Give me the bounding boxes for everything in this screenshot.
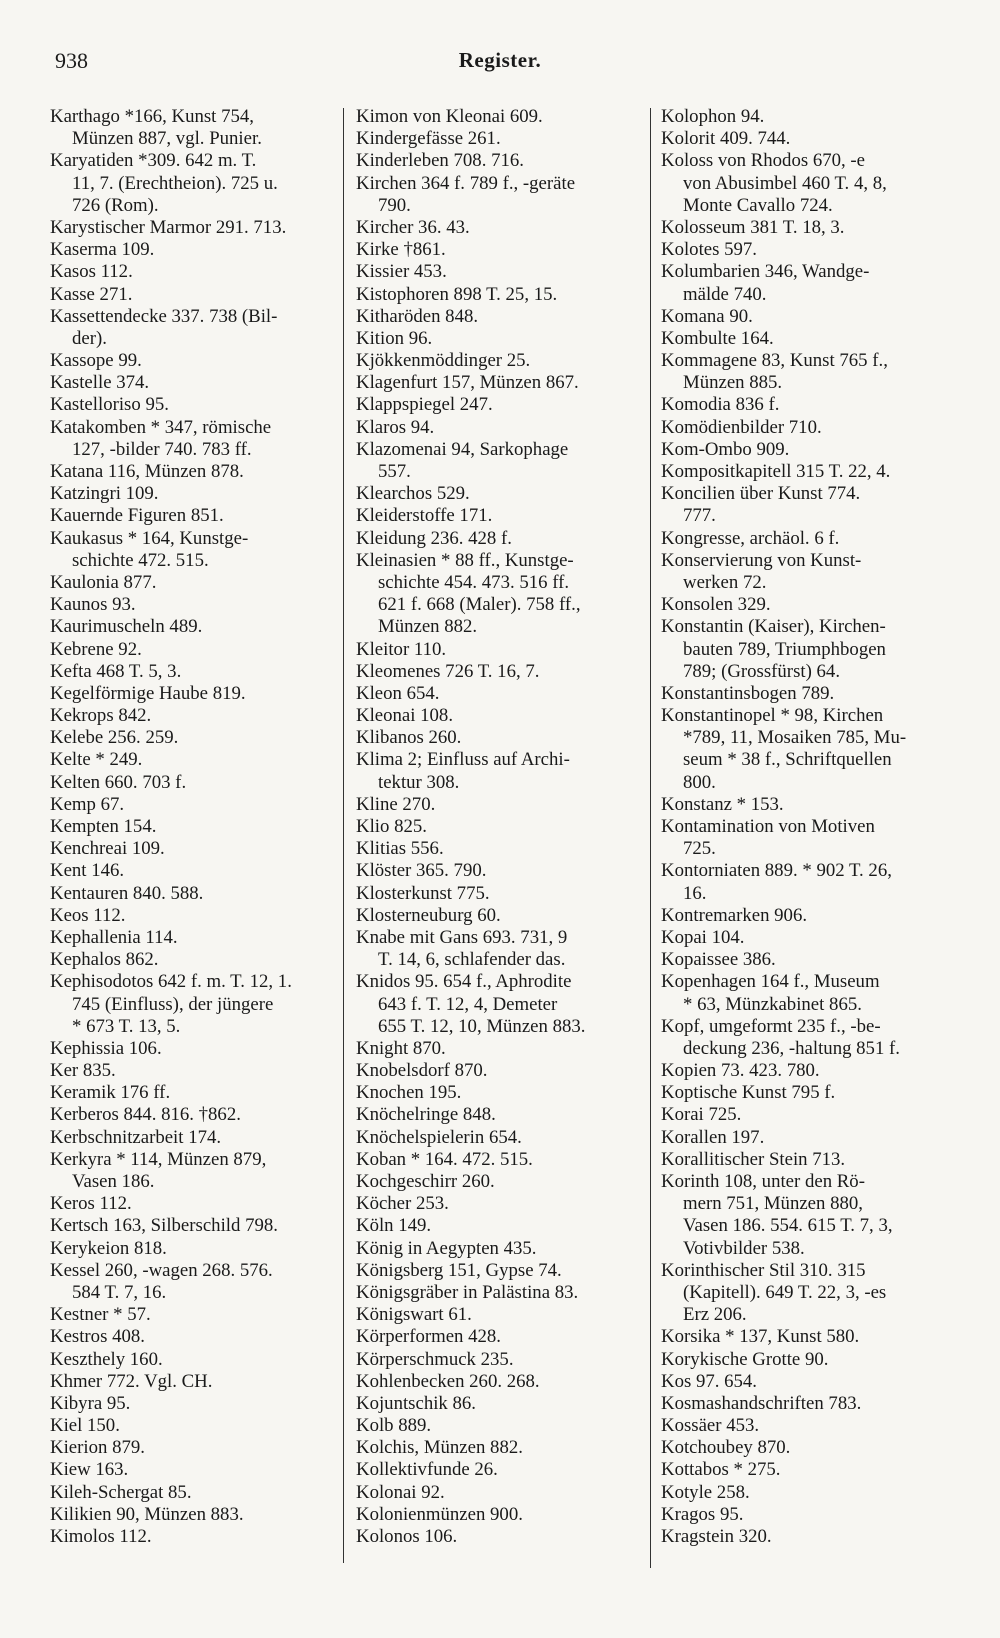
index-entry-continuation: 127, -bilder 740. 783 ff. <box>72 438 252 460</box>
index-entry: Kissier 453. <box>356 261 447 283</box>
index-entry: Knöchelringe 848. <box>356 1104 496 1126</box>
index-entry: Kerkyra * 114, Münzen 879, <box>50 1148 267 1170</box>
index-entry: Kos 97. 654. <box>661 1370 757 1392</box>
index-entry: Kindergefässe 261. <box>356 128 501 150</box>
index-entry: Kirke †861. <box>356 239 446 261</box>
index-entry: Koloss von Rhodos 670, -e <box>661 150 865 172</box>
index-entry: Königsgräber in Palästina 83. <box>356 1281 579 1303</box>
index-entry: Konstantinsbogen 789. <box>661 682 835 704</box>
index-entry: König in Aegypten 435. <box>356 1237 537 1259</box>
index-entry: Kombulte 164. <box>661 327 774 349</box>
index-entry: Klearchos 529. <box>356 483 470 505</box>
index-entry: Kestner * 57. <box>50 1304 151 1326</box>
index-entry: Ker 835. <box>50 1060 116 1082</box>
index-entry-continuation: mälde 740. <box>683 283 767 305</box>
index-entry: Koptische Kunst 795 f. <box>661 1082 836 1104</box>
index-entry-continuation: T. 14, 6, schlafender das. <box>378 949 566 971</box>
index-entry: Klazomenai 94, Sarkophage <box>356 438 569 460</box>
index-entry: Köln 149. <box>356 1215 432 1237</box>
index-entry: Kileh-Schergat 85. <box>50 1481 192 1503</box>
index-entry-continuation: von Abusimbel 460 T. 4, 8, <box>683 172 887 194</box>
index-entry: Kerbschnitzarbeit 174. <box>50 1126 222 1148</box>
index-entry: Kossäer 453. <box>661 1415 760 1437</box>
index-entry: Kircher 36. 43. <box>356 216 470 238</box>
index-entry-continuation: 745 (Einfluss), der jüngere <box>72 993 274 1015</box>
index-column-right <box>661 106 953 1548</box>
index-entry-continuation: 777. <box>683 505 716 527</box>
index-entry: Kojuntschik 86. <box>356 1392 476 1414</box>
index-entry: Kestros 408. <box>50 1326 145 1348</box>
index-entry: Königsberg 151, Gypse 74. <box>356 1259 562 1281</box>
index-entry: Kierion 879. <box>50 1437 145 1459</box>
index-entry: Kolchis, Münzen 882. <box>356 1437 523 1459</box>
index-entry: Kerykeion 818. <box>50 1237 167 1259</box>
index-entry-continuation: 11, 7. (Erechtheion). 725 u. <box>72 172 278 194</box>
index-entry-continuation: Votivbilder 538. <box>683 1237 805 1259</box>
index-entry: Kolorit 409. 744. <box>661 128 791 150</box>
index-entry: Kopenhagen 164 f., Museum <box>661 971 880 993</box>
index-entry: Katakomben * 347, römische <box>50 416 272 438</box>
index-entry: Klöster 365. 790. <box>356 860 487 882</box>
index-entry: Kolonos 106. <box>356 1526 458 1547</box>
index-entry: Knidos 95. 654 f., Aphrodite <box>356 971 572 993</box>
index-entry: Kleidung 236. 428 f. <box>356 527 512 549</box>
index-entry: Konstantin (Kaiser), Kirchen- <box>661 616 886 638</box>
page-number: 938 <box>55 48 88 73</box>
index-entry: Kleinasien * 88 ff., Kunstge- <box>356 549 574 571</box>
index-entry: Kaukasus * 164, Kunstge- <box>50 527 249 549</box>
index-entry: Konstantinopel * 98, Kirchen <box>661 705 884 727</box>
index-entry-continuation: Erz 206. <box>683 1304 747 1326</box>
index-entry: Kephalos 862. <box>50 949 159 971</box>
index-entry: Kopaissee 386. <box>661 949 776 971</box>
index-entry: Katzingri 109. <box>50 483 159 505</box>
index-entry: Kelten 660. 703 f. <box>50 771 187 793</box>
index-entry: Kleon 654. <box>356 682 440 704</box>
index-entry: Kephallenia 114. <box>50 926 178 948</box>
index-entry: Klosterkunst 775. <box>356 882 490 904</box>
index-entry: Kolotes 597. <box>661 239 757 261</box>
index-entry: Klosterneuburg 60. <box>356 904 501 926</box>
index-entry: Kephisodotos 642 f. m. T. 12, 1. <box>50 971 292 993</box>
index-entry: Kirchen 364 f. 789 f., -geräte <box>356 172 576 194</box>
index-entry: Kegelförmige Haube 819. <box>50 682 246 704</box>
index-entry: Kongresse, archäol. 6 f. <box>661 527 840 549</box>
index-entry: Kassope 99. <box>50 350 142 372</box>
index-entry: Keos 112. <box>50 904 126 926</box>
index-entry-continuation: 789; (Grossfürst) 64. <box>683 660 841 682</box>
index-entry: Knochen 195. <box>356 1082 462 1104</box>
index-entry: Kollektivfunde 26. <box>356 1459 498 1481</box>
index-entry-continuation: 725. <box>683 838 716 860</box>
index-entry: Kastelloriso 95. <box>50 394 169 416</box>
index-entry: Kitharöden 848. <box>356 305 479 327</box>
index-entry: Kaunos 93. <box>50 594 136 616</box>
index-entry: Kolosseum 381 T. 18, 3. <box>661 216 845 238</box>
index-entry: Knobelsdorf 870. <box>356 1060 488 1082</box>
index-entry: Kopien 73. 423. 780. <box>661 1060 820 1082</box>
index-entry: Kleonai 108. <box>356 705 454 727</box>
index-entry-continuation: 16. <box>683 882 707 904</box>
index-entry: Köcher 253. <box>356 1193 449 1215</box>
index-entry: Kontorniaten 889. * 902 T. 26, <box>661 860 892 882</box>
index-entry-continuation: 621 f. 668 (Maler). 758 ff., <box>378 594 581 616</box>
index-entry: Kinderleben 708. 716. <box>356 150 524 172</box>
index-entry-continuation: 800. <box>683 771 716 793</box>
index-entry: Komödienbilder 710. <box>661 416 822 438</box>
index-entry: Kompositkapitell 315 T. 22, 4. <box>661 461 891 482</box>
index-entry: Kontremarken 906. <box>661 904 808 926</box>
index-column-middle <box>356 106 638 1548</box>
index-entry: Kerberos 844. 816. †862. <box>50 1104 241 1126</box>
index-entry: Kragos 95. <box>661 1503 744 1525</box>
index-entry: Kistophoren 898 T. 25, 15. <box>356 283 558 305</box>
index-entry: Kephissia 106. <box>50 1037 162 1059</box>
index-entry: Koban * 164. 472. 515. <box>356 1148 533 1170</box>
index-entry: Klaros 94. <box>356 416 435 438</box>
index-entry: Korsika * 137, Kunst 580. <box>661 1326 860 1348</box>
index-entry: Körperformen 428. <box>356 1326 501 1348</box>
index-entry: Kolonienmünzen 900. <box>356 1503 523 1525</box>
index-entry: Kentauren 840. 588. <box>50 882 204 904</box>
index-entry: Karyatiden *309. 642 m. T. <box>50 150 257 172</box>
index-entry: Kessel 260, -wagen 268. 576. <box>50 1259 273 1281</box>
index-entry: Knight 870. <box>356 1037 446 1059</box>
index-entry: Kiel 150. <box>50 1415 120 1437</box>
index-entry: Keszthely 160. <box>50 1348 163 1370</box>
index-entry: Komodia 836 f. <box>661 394 780 416</box>
index-column-left <box>50 106 335 1548</box>
index-entry: Korai 725. <box>661 1104 742 1126</box>
index-entry: Knabe mit Gans 693. 731, 9 <box>356 926 568 948</box>
index-entry: Konsolen 329. <box>661 594 771 616</box>
index-entry-continuation: schichte 472. 515. <box>72 549 209 571</box>
index-entry: Komana 90. <box>661 305 753 327</box>
index-entry: Kjökkenmöddinger 25. <box>356 350 531 372</box>
index-entry: Karystischer Marmor 291. 713. <box>50 216 287 238</box>
index-entry: Kefta 468 T. 5, 3. <box>50 660 182 682</box>
index-entry: Keramik 176 ff. <box>50 1082 171 1104</box>
index-entry: Kibyra 95. <box>50 1392 131 1414</box>
index-entry: Kontamination von Motiven <box>661 816 875 837</box>
index-entry: Kiew 163. <box>50 1459 129 1481</box>
index-entry-continuation: Münzen 882. <box>378 616 478 638</box>
index-entry: Korallitischer Stein 713. <box>661 1148 846 1170</box>
index-entry: Karthago *166, Kunst 754, <box>50 106 254 127</box>
index-entry: Kolumbarien 346, Wandge- <box>661 261 870 283</box>
index-entry-continuation: Vasen 186. <box>72 1171 155 1192</box>
index-entry: Konstanz * 153. <box>661 793 784 815</box>
index-entry: Kochgeschirr 260. <box>356 1171 495 1192</box>
index-entry: Koncilien über Kunst 774. <box>661 483 861 505</box>
index-entry: Kent 146. <box>50 860 125 882</box>
index-entry: Kimolos 112. <box>50 1526 152 1547</box>
index-entry: Klibanos 260. <box>356 727 462 749</box>
index-entry: Kaserma 109. <box>50 239 155 261</box>
index-entry: Kleiderstoffe 171. <box>356 505 493 527</box>
index-entry: Klio 825. <box>356 816 427 837</box>
index-entry: Kopf, umgeformt 235 f., -be- <box>661 1015 881 1037</box>
index-entry-continuation: 557. <box>378 461 411 482</box>
index-entry: Kilikien 90, Münzen 883. <box>50 1503 244 1525</box>
index-entry-continuation: Monte Cavallo 724. <box>683 194 833 216</box>
index-entry: Kleomenes 726 T. 16, 7. <box>356 660 540 682</box>
index-entry: Kebrene 92. <box>50 638 142 660</box>
index-entry: Kassettendecke 337. 738 (Bil- <box>50 305 278 327</box>
index-entry: Kragstein 320. <box>661 1526 772 1547</box>
index-entry: Kotyle 258. <box>661 1481 750 1503</box>
index-entry-continuation: (Kapitell). 649 T. 22, 3, -es <box>683 1281 887 1303</box>
index-entry-continuation: tektur 308. <box>378 771 460 793</box>
index-entry-continuation: 790. <box>378 194 411 216</box>
index-entry: Kline 270. <box>356 793 436 815</box>
index-entry: Keros 112. <box>50 1193 132 1215</box>
index-entry-continuation: deckung 236, -haltung 851 f. <box>683 1037 900 1059</box>
index-entry: Kertsch 163, Silberschild 798. <box>50 1215 278 1237</box>
index-entry: Kopai 104. <box>661 926 745 948</box>
index-entry: Kolb 889. <box>356 1415 432 1437</box>
index-entry-continuation: Münzen 885. <box>683 372 783 394</box>
index-entry: Königswart 61. <box>356 1304 472 1326</box>
running-title: Register. <box>458 48 542 72</box>
index-entry: Kom-Ombo 909. <box>661 438 790 460</box>
index-entry: Kasse 271. <box>50 283 133 305</box>
index-entry: Kottabos * 275. <box>661 1459 781 1481</box>
index-entry-continuation: Münzen 887, vgl. Punier. <box>72 128 262 150</box>
column-divider <box>343 108 344 1563</box>
index-entry: Kaulonia 877. <box>50 571 157 593</box>
index-entry: Kelte * 249. <box>50 749 143 771</box>
index-entry-continuation: seum * 38 f., Schriftquellen <box>683 749 892 771</box>
index-entry: Kimon von Kleonai 609. <box>356 106 543 127</box>
index-entry-continuation: 584 T. 7, 16. <box>72 1281 167 1303</box>
index-entry-continuation: 643 f. T. 12, 4, Demeter <box>378 993 558 1015</box>
index-entry: Khmer 772. Vgl. CH. <box>50 1370 213 1392</box>
index-entry: Kaurimuscheln 489. <box>50 616 203 638</box>
index-entry: Korinthischer Stil 310. 315 <box>661 1259 866 1281</box>
index-entry-continuation: der). <box>72 327 107 349</box>
index-entry: Klima 2; Einfluss auf Archi- <box>356 749 570 771</box>
index-entry: Kleitor 110. <box>356 638 447 660</box>
index-entry: Kempten 154. <box>50 816 157 837</box>
index-entry: Kition 96. <box>356 327 433 349</box>
index-entry-continuation: 726 (Rom). <box>72 194 159 216</box>
index-entry: Körperschmuck 235. <box>356 1348 514 1370</box>
index-entry: Katana 116, Münzen 878. <box>50 461 244 482</box>
index-entry: Kekrops 842. <box>50 705 152 727</box>
index-entry: Kasos 112. <box>50 261 133 283</box>
index-entry: Kohlenbecken 260. 268. <box>356 1370 540 1392</box>
index-entry-continuation: bauten 789, Triumphbogen <box>683 638 886 660</box>
index-entry: Knöchelspielerin 654. <box>356 1126 522 1148</box>
index-entry: Klagenfurt 157, Münzen 867. <box>356 372 579 394</box>
index-entry: Kauernde Figuren 851. <box>50 505 224 527</box>
index-entry: Kenchreai 109. <box>50 838 165 860</box>
index-entry: Korinth 108, unter den Rö- <box>661 1171 865 1192</box>
index-entry: Klitias 556. <box>356 838 444 860</box>
index-entry: Kommagene 83, Kunst 765 f., <box>661 350 888 372</box>
index-entry: Kastelle 374. <box>50 372 150 394</box>
index-entry: Kotchoubey 870. <box>661 1437 791 1459</box>
index-entry: Klappspiegel 247. <box>356 394 493 416</box>
index-entry-continuation: * 63, Münzkabinet 865. <box>683 993 862 1015</box>
index-entry-continuation: werken 72. <box>683 571 767 593</box>
index-entry-continuation: Vasen 186. 554. 615 T. 7, 3, <box>683 1215 893 1237</box>
index-entry-continuation: schichte 454. 473. 516 ff. <box>378 571 570 593</box>
index-entry: Kolonai 92. <box>356 1481 445 1503</box>
index-entry: Konservierung von Kunst- <box>661 549 862 571</box>
index-entry: Kemp 67. <box>50 793 125 815</box>
index-entry: Kolophon 94. <box>661 106 765 127</box>
index-entry-continuation: 655 T. 12, 10, Münzen 883. <box>378 1015 586 1037</box>
index-entry-continuation: *789, 11, Mosaiken 785, Mu- <box>683 727 907 749</box>
column-divider <box>650 108 651 1568</box>
index-entry-continuation: mern 751, Münzen 880, <box>683 1193 863 1215</box>
index-entry: Kelebe 256. 259. <box>50 727 179 749</box>
index-entry: Kosmashandschriften 783. <box>661 1392 862 1414</box>
index-entry-continuation: * 673 T. 13, 5. <box>72 1015 181 1037</box>
index-entry: Korykische Grotte 90. <box>661 1348 829 1370</box>
index-entry: Korallen 197. <box>661 1126 765 1148</box>
